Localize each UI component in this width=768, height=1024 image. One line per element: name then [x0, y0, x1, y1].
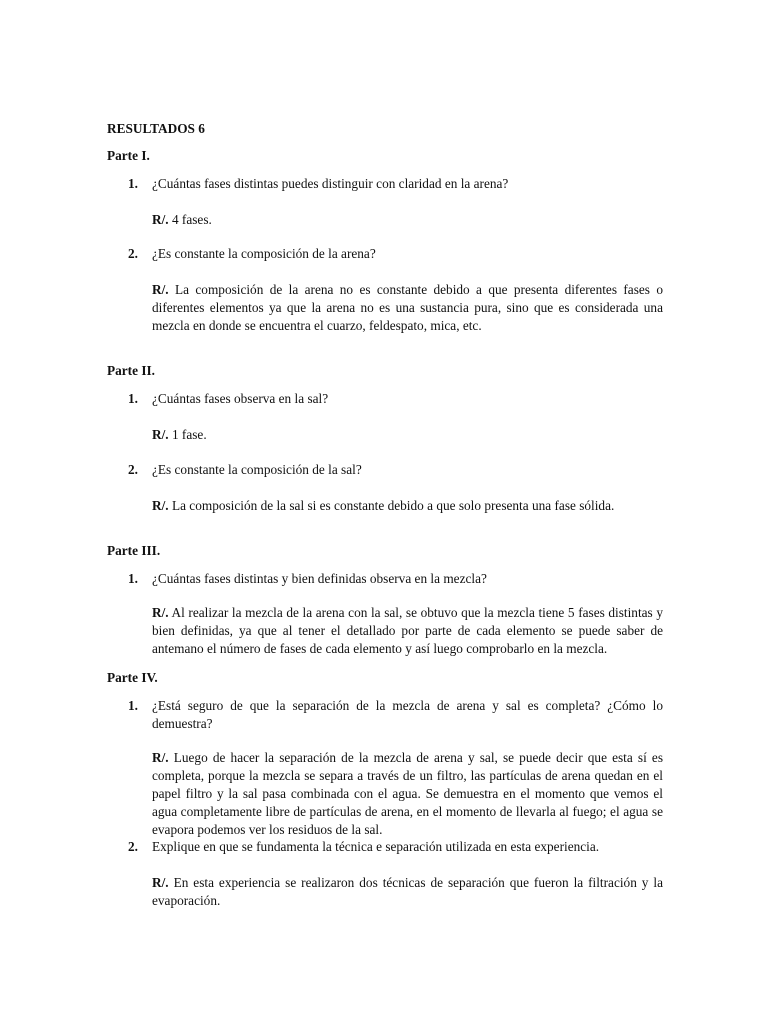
answer-label: R/. [152, 498, 169, 513]
answer-label: R/. [152, 875, 169, 890]
document-title: RESULTADOS 6 [107, 121, 205, 136]
part-heading-3: Parte III. [107, 543, 161, 558]
part-heading-1: Parte I. [107, 148, 150, 163]
answer-text: La composición de la sal si es constante debido a que solo presenta una fase sólida. [168, 498, 615, 513]
answer-3-1 [152, 604, 663, 658]
answer-label: R/. [152, 605, 169, 620]
answer-4-1 [152, 749, 663, 839]
question-text: ¿Cuántas fases observa en la sal? [152, 391, 329, 406]
question-text: ¿Cuántas fases distintas y bien definidas observa en la mezcla? [152, 571, 487, 586]
question-number: 2. [128, 839, 138, 854]
question-text: ¿Es constante la composición de la sal? [152, 462, 362, 477]
question-2-1 [128, 390, 663, 408]
question-number: 1. [128, 698, 138, 713]
part-heading-4: Parte IV. [107, 670, 158, 685]
question-text: ¿Está seguro de que la separación de la mezcla de arena y sal es completa? ¿Cómo lo demuestra? [152, 698, 663, 731]
question-text: ¿Cuántas fases distintas puedes distinguir con claridad en la arena? [152, 176, 509, 191]
question-number: 1. [128, 391, 138, 406]
question-4-1 [128, 697, 663, 733]
answer-label: R/. [152, 282, 169, 297]
answer-2-2 [152, 497, 663, 515]
answer-1-1 [152, 211, 663, 229]
answer-text: Luego de hacer la separación de la mezcla de arena y sal, se puede decir que esta sí es completa, porque la mezcla se separa a través de un filtro, las partículas de arena quedan en el papel filtro y la sal pasa combinada con el agua. Se demuestra en el momento que vemos el agua completamente libre de partículas de arena, en el momento de llevarla al fuego; el agua se evapora podemos ver los residuos de la sal. [152, 750, 663, 837]
answer-text: En esta experiencia se realizaron dos técnicas de separación que fueron la filtración y la evaporación. [152, 875, 663, 908]
answer-label: R/. [152, 212, 169, 227]
question-text: Explique en que se fundamenta la técnica e separación utilizada en esta experiencia. [152, 839, 600, 854]
answer-label: R/. [152, 750, 169, 765]
question-text: ¿Es constante la composición de la arena? [152, 246, 376, 261]
question-number: 1. [128, 176, 138, 191]
question-number: 1. [128, 571, 138, 586]
answer-text: La composición de la arena no es constante debido a que presenta diferentes fases o diferentes elementos ya que la arena no es una sustancia pura, sino que es considerada una mezcla en donde se encuentra el cuarzo, feldespato, mica, etc. [152, 282, 663, 333]
question-number: 2. [128, 246, 138, 261]
answer-label: R/. [152, 427, 169, 442]
answer-text: 4 fases. [168, 212, 212, 227]
answer-4-2 [152, 874, 663, 910]
part-heading-2: Parte II. [107, 363, 155, 378]
question-number: 2. [128, 462, 138, 477]
answer-text: Al realizar la mezcla de la arena con la sal, se obtuvo que la mezcla tiene 5 fases distintas y bien definidas, ya que al tener el detallado por parte de cada elemento se puede saber de antemano el número de fases de cada elemento y así luego comprobarlo en la mezcla. [152, 605, 663, 656]
question-1-2 [128, 245, 663, 263]
answer-1-2 [152, 281, 663, 335]
question-4-2 [128, 838, 663, 856]
answer-2-1 [152, 426, 663, 444]
question-2-2 [128, 461, 663, 479]
question-3-1 [128, 570, 663, 588]
answer-text: 1 fase. [168, 427, 207, 442]
question-1-1 [128, 175, 663, 193]
